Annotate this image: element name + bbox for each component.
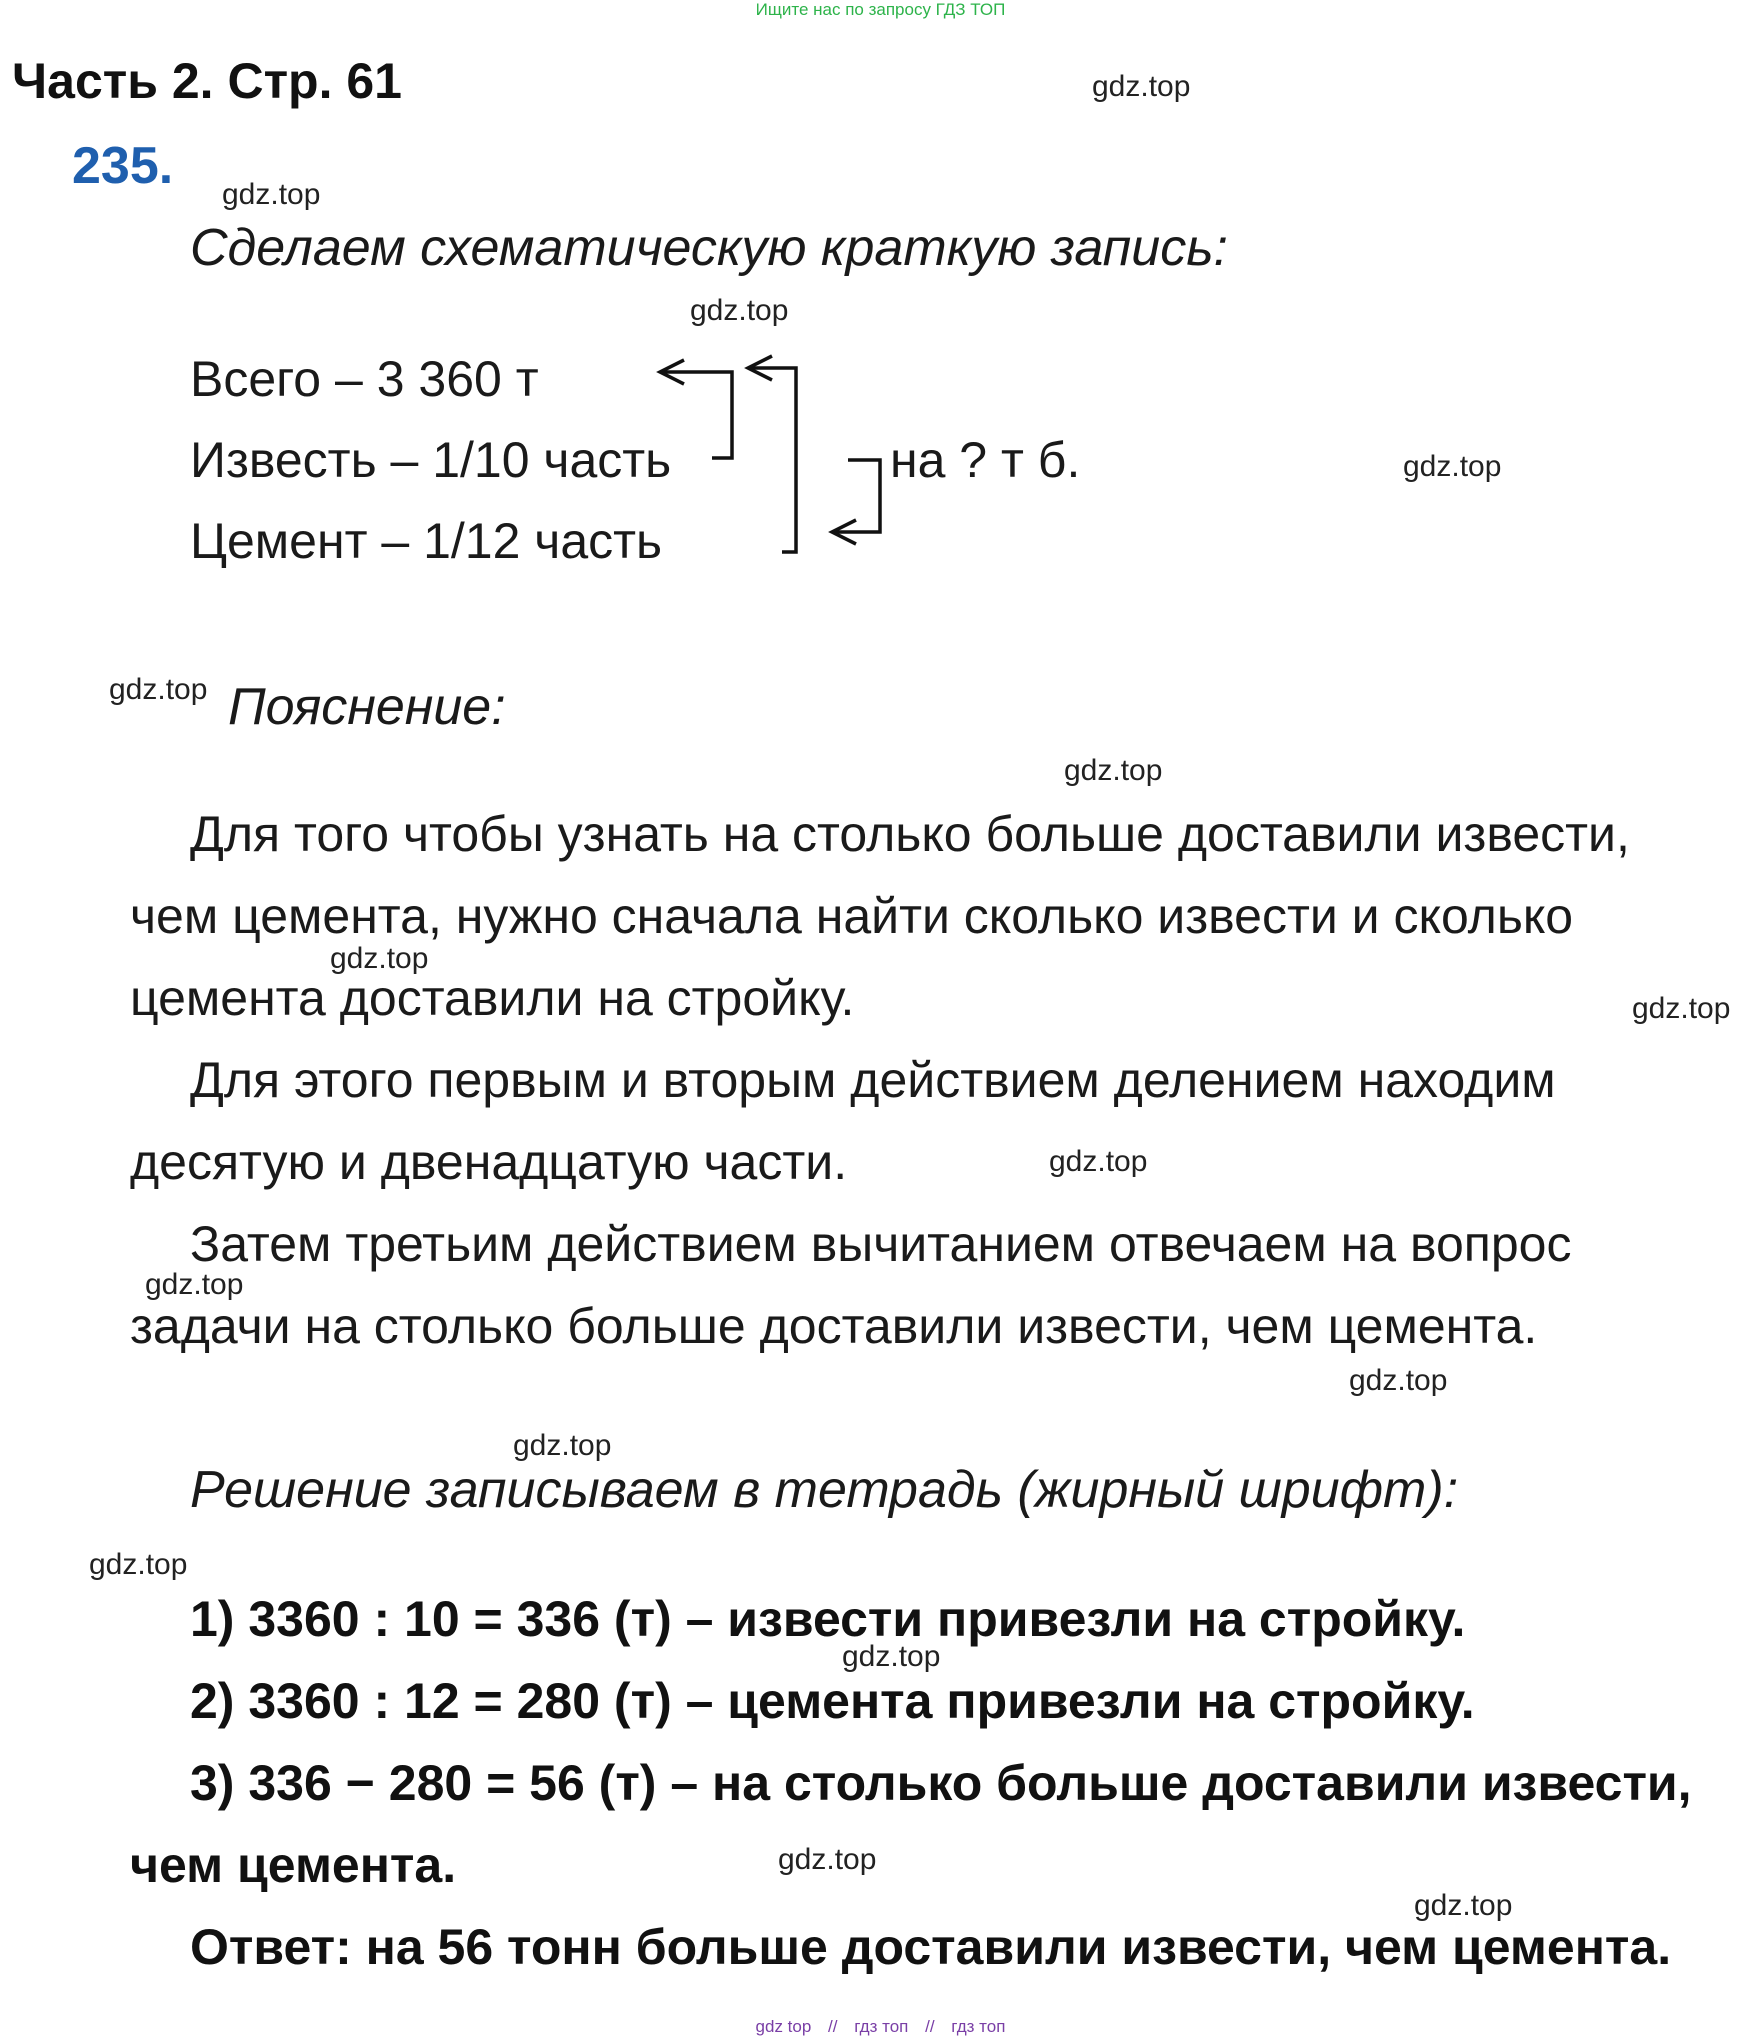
footer-link-gdz-top-ru-2[interactable]: гдз топ <box>951 2017 1006 2036</box>
explanation-line-4: Для этого первым и вторым действием делением находим <box>190 1052 1556 1108</box>
bracket-lime-to-total <box>660 372 732 458</box>
answer-line: Ответ: на 56 тонн больше доставили извести, чем цемента. <box>190 1919 1672 1975</box>
solution-step-3-continued: чем цемента. <box>130 1837 457 1893</box>
footer-link-gdz-top[interactable]: gdz top <box>755 2017 812 2036</box>
watermark: gdz.top <box>513 1429 612 1462</box>
watermark: gdz.top <box>1414 1889 1513 1922</box>
watermark: gdz.top <box>1049 1145 1148 1178</box>
top-banner: Ищите нас по запросу ГДЗ ТОП <box>755 0 1006 19</box>
scheme-heading: Сделаем схематическую краткую запись: <box>190 219 1228 277</box>
watermark: gdz.top <box>109 673 208 706</box>
watermark: gdz.top <box>1403 450 1502 483</box>
watermark: gdz.top <box>778 1843 877 1876</box>
solution-step-3: 3) 336 − 280 = 56 (т) – на столько больше доставили извести, <box>190 1755 1692 1811</box>
scheme-question: на ? т б. <box>890 432 1081 488</box>
explanation-line-5: десятую и двенадцатую части. <box>130 1134 848 1190</box>
explanation-line-1: Для того чтобы узнать на столько больше доставили извести, <box>190 806 1630 862</box>
footer-separator: // <box>828 2017 838 2036</box>
task-number: 235. <box>72 137 174 195</box>
explanation-line-2: чем цемента, нужно сначала найти сколько извести и сколько <box>130 888 1574 944</box>
watermark: gdz.top <box>222 178 321 211</box>
explanation-line-6: Затем третьим действием вычитанием отвечаем на вопрос <box>190 1216 1572 1272</box>
solution-step-1: 1) 3360 : 10 = 336 (т) – извести привезли на стройку. <box>190 1591 1466 1647</box>
scheme-line-lime: Известь – 1/10 часть <box>190 432 672 488</box>
bracket-cement-to-total <box>748 368 796 552</box>
watermark: gdz.top <box>89 1548 188 1581</box>
scheme-line-total: Всего – 3 360 т <box>190 351 539 407</box>
watermark: gdz.top <box>690 294 789 327</box>
footer-separator: // <box>925 2017 935 2036</box>
watermark: gdz.top <box>145 1268 244 1301</box>
scheme-line-cement: Цемент – 1/12 часть <box>190 513 663 569</box>
solution-heading: Решение записываем в тетрадь (жирный шрифт): <box>190 1461 1459 1519</box>
explanation-line-3: цемента доставили на стройку. <box>130 970 855 1026</box>
explanation-line-7: задачи на столько больше доставили извести, чем цемента. <box>130 1298 1538 1354</box>
solution-step-2: 2) 3360 : 12 = 280 (т) – цемента привезли на стройку. <box>190 1673 1475 1729</box>
explanation-heading: Пояснение: <box>228 678 506 736</box>
footer-link-gdz-top-ru[interactable]: гдз топ <box>854 2017 909 2036</box>
watermark: gdz.top <box>1092 70 1191 103</box>
watermark: gdz.top <box>330 942 429 975</box>
watermark: gdz.top <box>1064 754 1163 787</box>
watermark: gdz.top <box>1349 1364 1448 1397</box>
watermark: gdz.top <box>842 1640 941 1673</box>
page-title: Часть 2. Стр. 61 <box>12 53 402 109</box>
footer-links <box>0 2017 1761 2037</box>
watermark: gdz.top <box>1632 992 1731 1025</box>
